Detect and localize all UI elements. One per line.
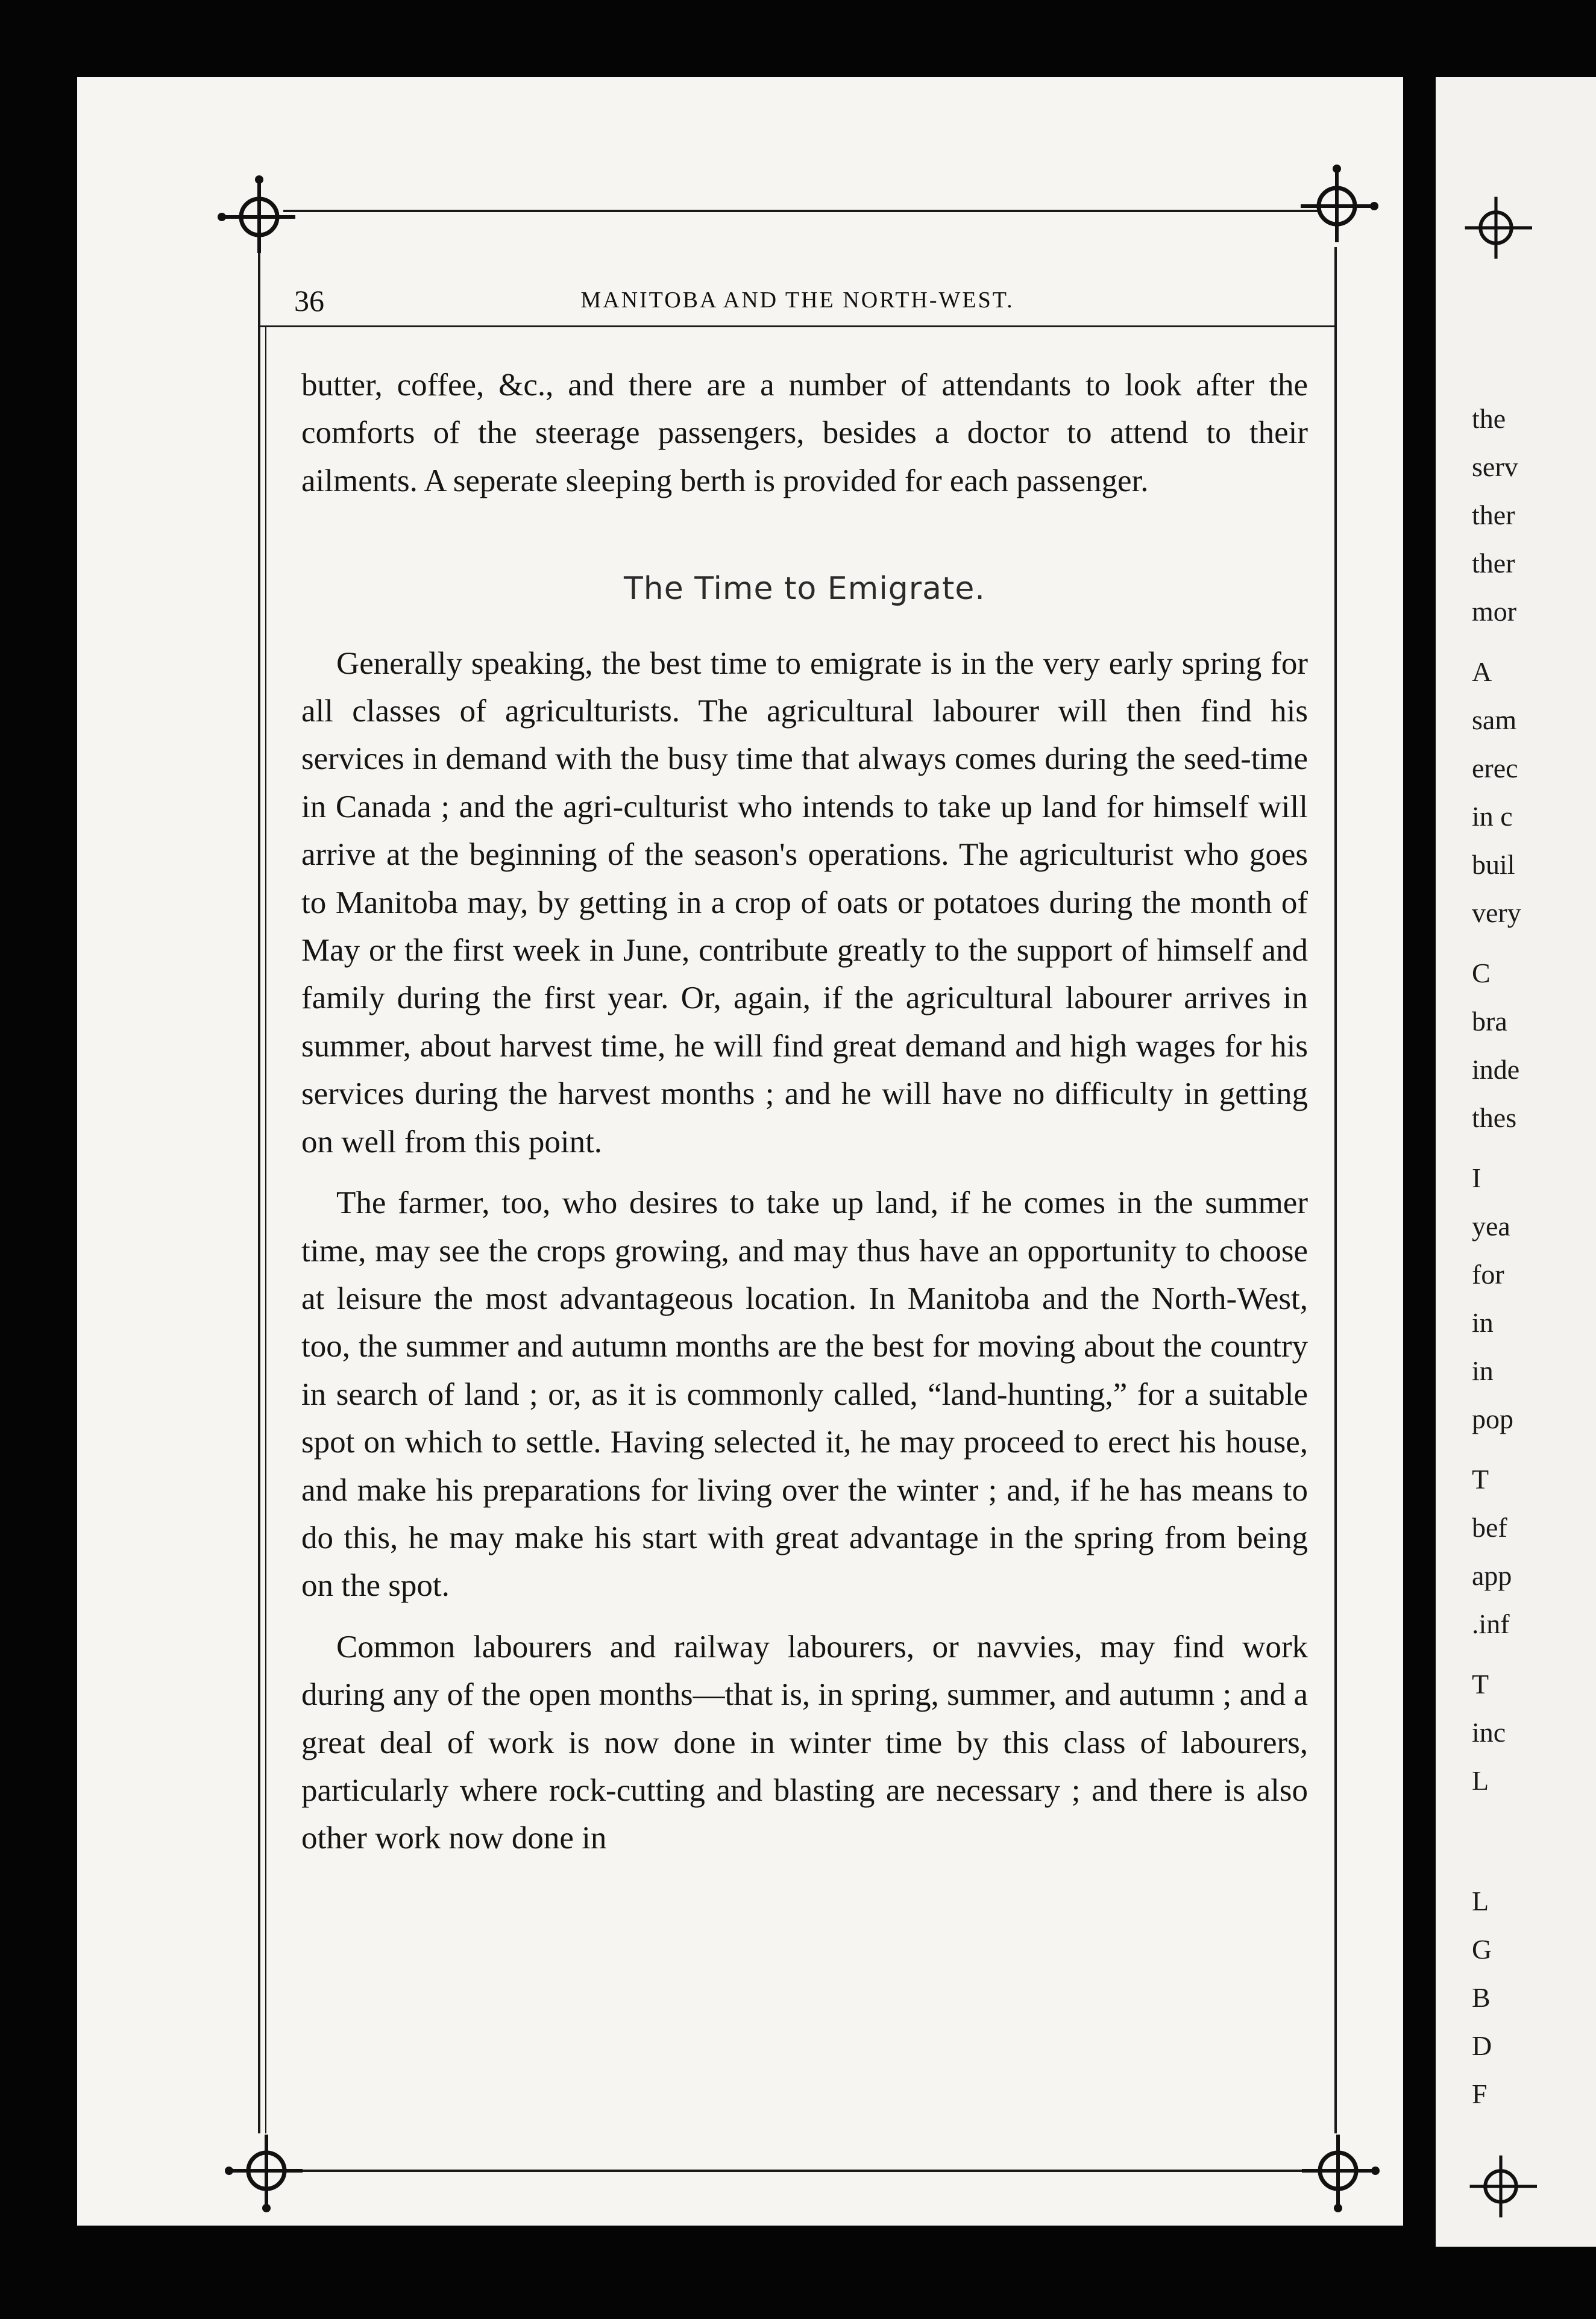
- adjacent-page-fragment: yea: [1472, 1211, 1510, 1241]
- adjacent-page-fragment: bra: [1472, 1006, 1507, 1037]
- page-body: [301, 362, 1308, 1863]
- adjacent-page-fragment: for: [1472, 1259, 1504, 1290]
- adjacent-page-fragment: inde: [1472, 1054, 1520, 1085]
- adjacent-page-fragment: sam: [1472, 704, 1517, 735]
- running-title: MANITOBA AND THE NORTH-WEST.: [580, 287, 1014, 313]
- paragraph-labourers: Common labourers and railway labourers, or navvies, may find work during any of the open months—that is, in spring, summer, and autumn ; and a great deal of work is now done in winter time by this class of labourers, particularly where rock-cutting and blasting are necessary ; and there is also other work now done in: [301, 1629, 1308, 1856]
- section-heading: The Time to Emigrate.: [624, 571, 985, 607]
- corner-ornament-top-right-icon: [1295, 164, 1379, 248]
- adjacent-page-fragment: mor: [1472, 596, 1517, 627]
- adjacent-page-fragment: D: [1472, 2030, 1492, 2061]
- corner-ornament-bottom-left-icon: [224, 2129, 309, 2213]
- adjacent-page-fragment: L: [1472, 1886, 1489, 1916]
- adjacent-corner-ornament-icon: [1460, 192, 1532, 264]
- adjacent-page-fragment: in c: [1472, 801, 1513, 832]
- paragraph-farmer: The farmer, too, who desires to take up land, if he comes in the summer time, may see the crops growing, and may thus have an opportunity to choose at leisure the most advantageous location. In Manitoba and the North-West, too, the summer and autumn months are the best for moving about the country in search of land ; or, as it is commonly called, “land-hunting,” for a suitable spot on which to settle. Having selected it, he may proceed to erect his house, and make his preparations for living over the winter ; and, if he has means to do this, he may make his start with great advantage in the spring from being on the spot.: [301, 1185, 1308, 1604]
- corner-ornament-bottom-right-icon: [1296, 2129, 1380, 2213]
- adjacent-page-fragment: ther: [1472, 548, 1515, 579]
- adjacent-page: [1436, 77, 1596, 2247]
- paragraph-best-time: Generally speaking, the best time to emigrate is in the very early spring for all classes of agriculturists. The agricultural labourer will then find his services in demand with the busy time that always comes during the seed-time in Canada ; and the agri-culturist who intends to take up land for himself will arrive at the beginning of the season's operations. The agriculturist who goes to Manitoba may, by getting in a crop of oats or potatoes during the month of May or the first week in June, contribute greatly to the support of himself and family during the first year. Or, again, if the agricultural labourer arrives in summer, about harvest time, he will find great demand and high wages for his services during the harvest months ; and he will have no difficulty in getting on well from this point.: [301, 645, 1308, 1160]
- adjacent-page-fragment: T: [1472, 1669, 1489, 1699]
- adjacent-page-fragment: in: [1472, 1307, 1494, 1338]
- adjacent-page-fragment: bef: [1472, 1512, 1507, 1543]
- adjacent-page-fragment: .inf: [1472, 1608, 1510, 1639]
- adjacent-page-fragment: C: [1472, 958, 1491, 988]
- corner-ornament-top-left-icon: [217, 175, 301, 259]
- right-border: [1334, 247, 1337, 2133]
- adjacent-page-fragment: app: [1472, 1560, 1512, 1591]
- header-underline: [258, 325, 1337, 327]
- left-border-inner: [265, 325, 266, 2133]
- adjacent-page-fragment: A: [1472, 656, 1492, 687]
- left-border: [258, 247, 260, 2133]
- adjacent-page-fragment: the: [1472, 403, 1506, 434]
- adjacent-page-fragment: L: [1472, 1765, 1489, 1796]
- adjacent-page-fragment: very: [1472, 897, 1521, 928]
- adjacent-page-fragment: F: [1472, 2079, 1488, 2109]
- adjacent-page-fragment: inc: [1472, 1717, 1506, 1748]
- bottom-rule: [295, 2170, 1320, 2172]
- adjacent-page-fragment: pop: [1472, 1404, 1513, 1434]
- page-number: 36: [294, 284, 324, 318]
- adjacent-page-fragment: ther: [1472, 500, 1515, 530]
- adjacent-page-fragment: G: [1472, 1934, 1492, 1965]
- paragraph-continuation: butter, coffee, &c., and there are a number of attendants to look after the comforts of the steerage passengers, besides a doctor to attend to their ailments. A seperate sleeping berth is provided for each passenger.: [301, 368, 1308, 498]
- adjacent-page-fragment: buil: [1472, 849, 1515, 880]
- adjacent-page-fragment: I: [1472, 1163, 1481, 1193]
- adjacent-page-fragment: serv: [1472, 451, 1518, 482]
- adjacent-page-fragment: thes: [1472, 1102, 1517, 1133]
- adjacent-page-fragment: erec: [1472, 753, 1518, 783]
- adjacent-corner-ornament-bottom-icon: [1465, 2150, 1537, 2223]
- adjacent-page-fragment: T: [1472, 1464, 1489, 1495]
- running-header: [258, 283, 1337, 325]
- adjacent-page-fragment: B: [1472, 1982, 1491, 2013]
- adjacent-page-fragment: in: [1472, 1355, 1494, 1386]
- top-rule: [283, 210, 1320, 212]
